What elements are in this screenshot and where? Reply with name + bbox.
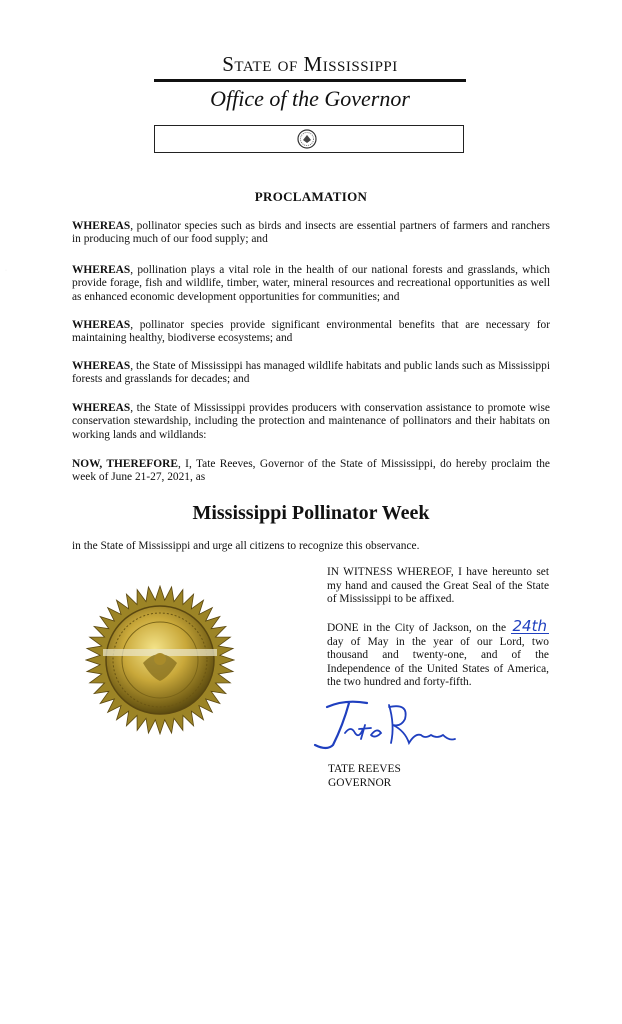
whereas-text: , pollination plays a vital role in the health of our national forests and grasslands, which provide forage, fish and wildlife, timber, water, mineral resources and recreational opportunities as well as enhanced economic development opportunities for communities; and <box>72 264 550 303</box>
header-divider <box>154 79 466 82</box>
state-seal-icon <box>297 129 317 149</box>
whereas-text: , the State of Mississippi provides producers with conservation assistance to promote wise conservation stewardship, including the protection and maintenance of pollinators and their habitats on working lands and wildlands: <box>72 402 550 441</box>
therefore-paragraph <box>72 458 550 485</box>
whereas-paragraph <box>72 220 550 247</box>
done-text-after: day of May in the year of our Lord, two thousand and twenty-one, and of the Independence of the United States of America, the two hundred and forty-fifth. <box>327 635 549 689</box>
whereas-lead: WHEREAS <box>72 360 131 372</box>
witness-text: IN WITNESS WHEREOF, I have hereunto set my hand and caused the Great Seal of the State of Mississippi to be affixed. <box>327 566 549 606</box>
governor-signature <box>305 695 460 755</box>
done-text-before: DONE in the City of Jackson, on the <box>327 622 507 634</box>
done-paragraph <box>327 617 549 690</box>
handwritten-day: 24th <box>512 617 547 635</box>
whereas-paragraph <box>72 319 550 346</box>
proclamation-title: PROCLAMATION <box>254 189 368 204</box>
whereas-paragraph <box>72 264 550 304</box>
scan-mark: · <box>5 268 7 274</box>
governor-title: GOVERNOR <box>328 777 392 789</box>
whereas-lead: WHEREAS <box>72 402 131 414</box>
whereas-lead: WHEREAS <box>72 264 131 276</box>
whereas-text: , pollinator species provide significant environmental benefits that are necessary for maintaining healthy, biodiverse ecosystems; and <box>72 319 550 345</box>
whereas-lead: WHEREAS <box>72 319 131 331</box>
urge-text: in the State of Mississippi and urge all citizens to recognize this observance. <box>72 540 420 552</box>
whereas-lead: WHEREAS <box>72 220 131 232</box>
great-seal-icon <box>85 585 235 735</box>
whereas-text: , pollinator species such as birds and insects are essential partners of farmers and ranchers in producing much of our food supply; and <box>72 220 550 246</box>
whereas-paragraph <box>72 402 550 442</box>
governor-name: TATE REEVES <box>328 763 401 775</box>
therefore-lead: NOW, THEREFORE <box>72 458 178 470</box>
office-title: Office of the Governor <box>210 86 410 111</box>
governor-name-block <box>328 762 401 790</box>
whereas-paragraph <box>72 360 550 387</box>
pollinator-week-title: Mississippi Pollinator Week <box>192 502 430 524</box>
therefore-text: , I, Tate Reeves, Governor of the State of Mississippi, do hereby proclaim the week of June 21-27, 2021, as <box>72 458 550 484</box>
state-title: State of Mississippi <box>222 52 398 76</box>
whereas-text: , the State of Mississippi has managed wildlife habitats and public lands such as Mississippi forests and grasslands for decades; and <box>72 360 550 386</box>
